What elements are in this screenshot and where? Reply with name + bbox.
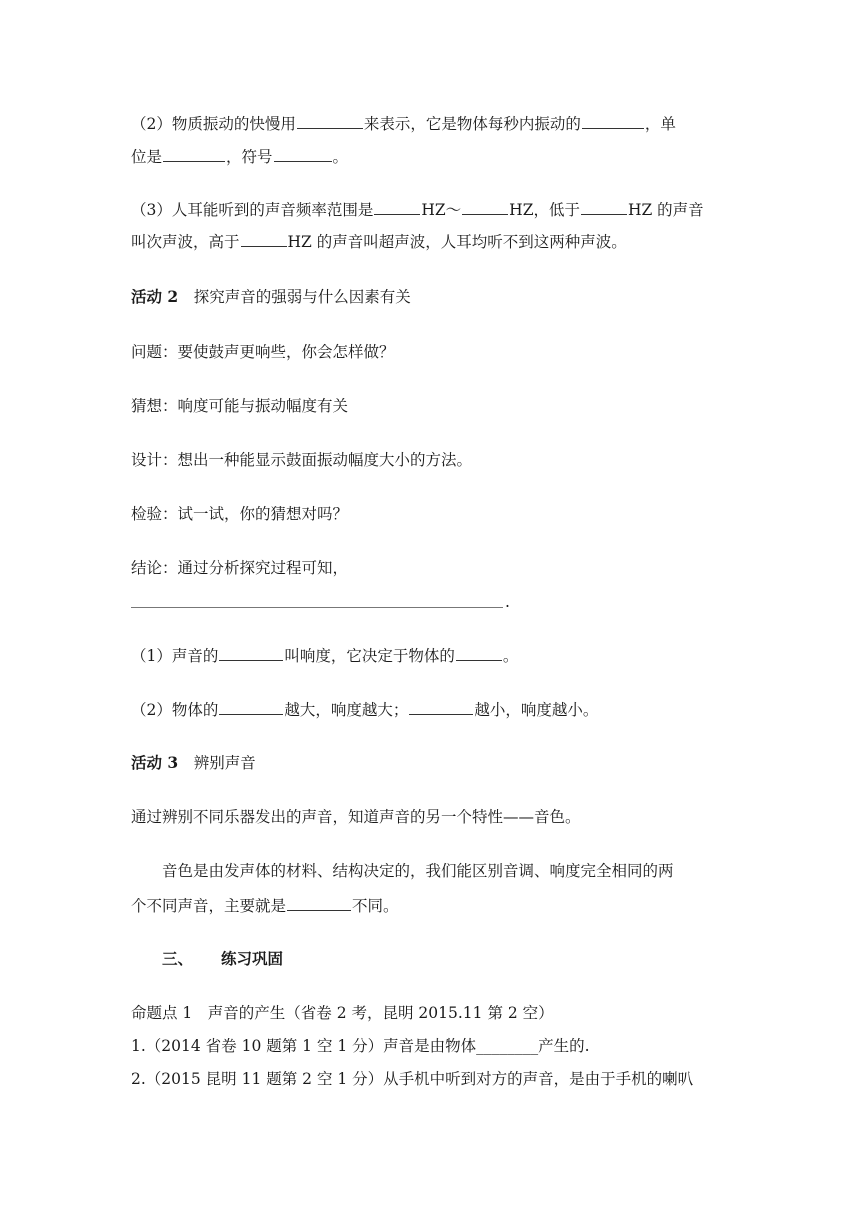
frequency-question-line-2: 位是 ，符号 。 <box>131 145 348 168</box>
activity2-question: 问题：要使鼓声更响些，你会怎样做？ <box>131 343 395 361</box>
answer-blank[interactable] <box>297 112 363 129</box>
answer-blank[interactable] <box>163 145 225 162</box>
activity2-heading: 活动 2 探究声音的强弱与什么因素有关 <box>131 287 411 306</box>
activity2-conclusion: 结论：通过分析探究过程可知， <box>131 559 349 577</box>
hearing-range-line-1: （3）人耳能听到的声音频率范围是 HZ～ HZ，低于 HZ 的声音 <box>131 198 704 221</box>
answer-blank[interactable]: ________ <box>476 1037 539 1055</box>
conclusion-answer-line[interactable] <box>131 607 503 608</box>
frequency-question-line-1: （2）物质振动的快慢用 来表示，它是物体每秒内振动的 ，单 <box>131 112 676 135</box>
loudness-relation: （2）物体的 越大，响度越大； 越小，响度越小。 <box>131 698 598 721</box>
loudness-definition: （1）声音的 叫响度，它决定于物体的 。 <box>131 644 518 667</box>
activity3-intro: 通过辨别不同乐器发出的声音，知道声音的另一个特性——音色。 <box>131 808 581 826</box>
activity2-check: 检验：试一试，你的猜想对吗？ <box>131 505 349 523</box>
answer-blank[interactable] <box>219 644 283 661</box>
answer-blank[interactable] <box>456 644 502 661</box>
timbre-paragraph-line-1: 音色是由发声体的材料、结构决定的，我们能区别音调、响度完全相同的两 <box>162 862 674 880</box>
activity2-design: 设计：想出一种能显示鼓面振动幅度大小的方法。 <box>131 451 473 469</box>
timbre-paragraph-line-2: 个不同声音，主要就是 不同。 <box>131 894 399 917</box>
hearing-range-line-2: 叫次声波，高于 HZ 的声音叫超声波，人耳均听不到这两种声波。 <box>131 230 627 253</box>
answer-blank[interactable] <box>287 894 351 911</box>
answer-blank[interactable] <box>374 198 420 215</box>
practice-heading: 三、 练习巩固 <box>162 949 284 968</box>
conclusion-end: . <box>505 593 510 611</box>
practice-question-1: 1.（2014 省卷 10 题第 1 空 1 分）声音是由物体________产生的. <box>131 1037 590 1055</box>
answer-blank[interactable] <box>274 145 332 162</box>
answer-blank[interactable] <box>219 698 283 715</box>
answer-blank[interactable] <box>409 698 473 715</box>
answer-blank[interactable] <box>462 198 508 215</box>
proposition-point-1: 命题点 1 声音的产生（省卷 2 考，昆明 2015.11 第 2 空） <box>131 1004 554 1022</box>
answer-blank[interactable] <box>582 112 644 129</box>
activity3-heading: 活动 3 辨别声音 <box>131 753 256 772</box>
answer-blank[interactable] <box>241 230 287 247</box>
answer-blank[interactable] <box>581 198 627 215</box>
activity2-guess: 猜想：响度可能与振动幅度有关 <box>131 397 349 415</box>
practice-question-2: 2.（2015 昆明 11 题第 2 空 1 分）从手机中听到对方的声音，是由于手机的喇叭 <box>131 1070 694 1088</box>
